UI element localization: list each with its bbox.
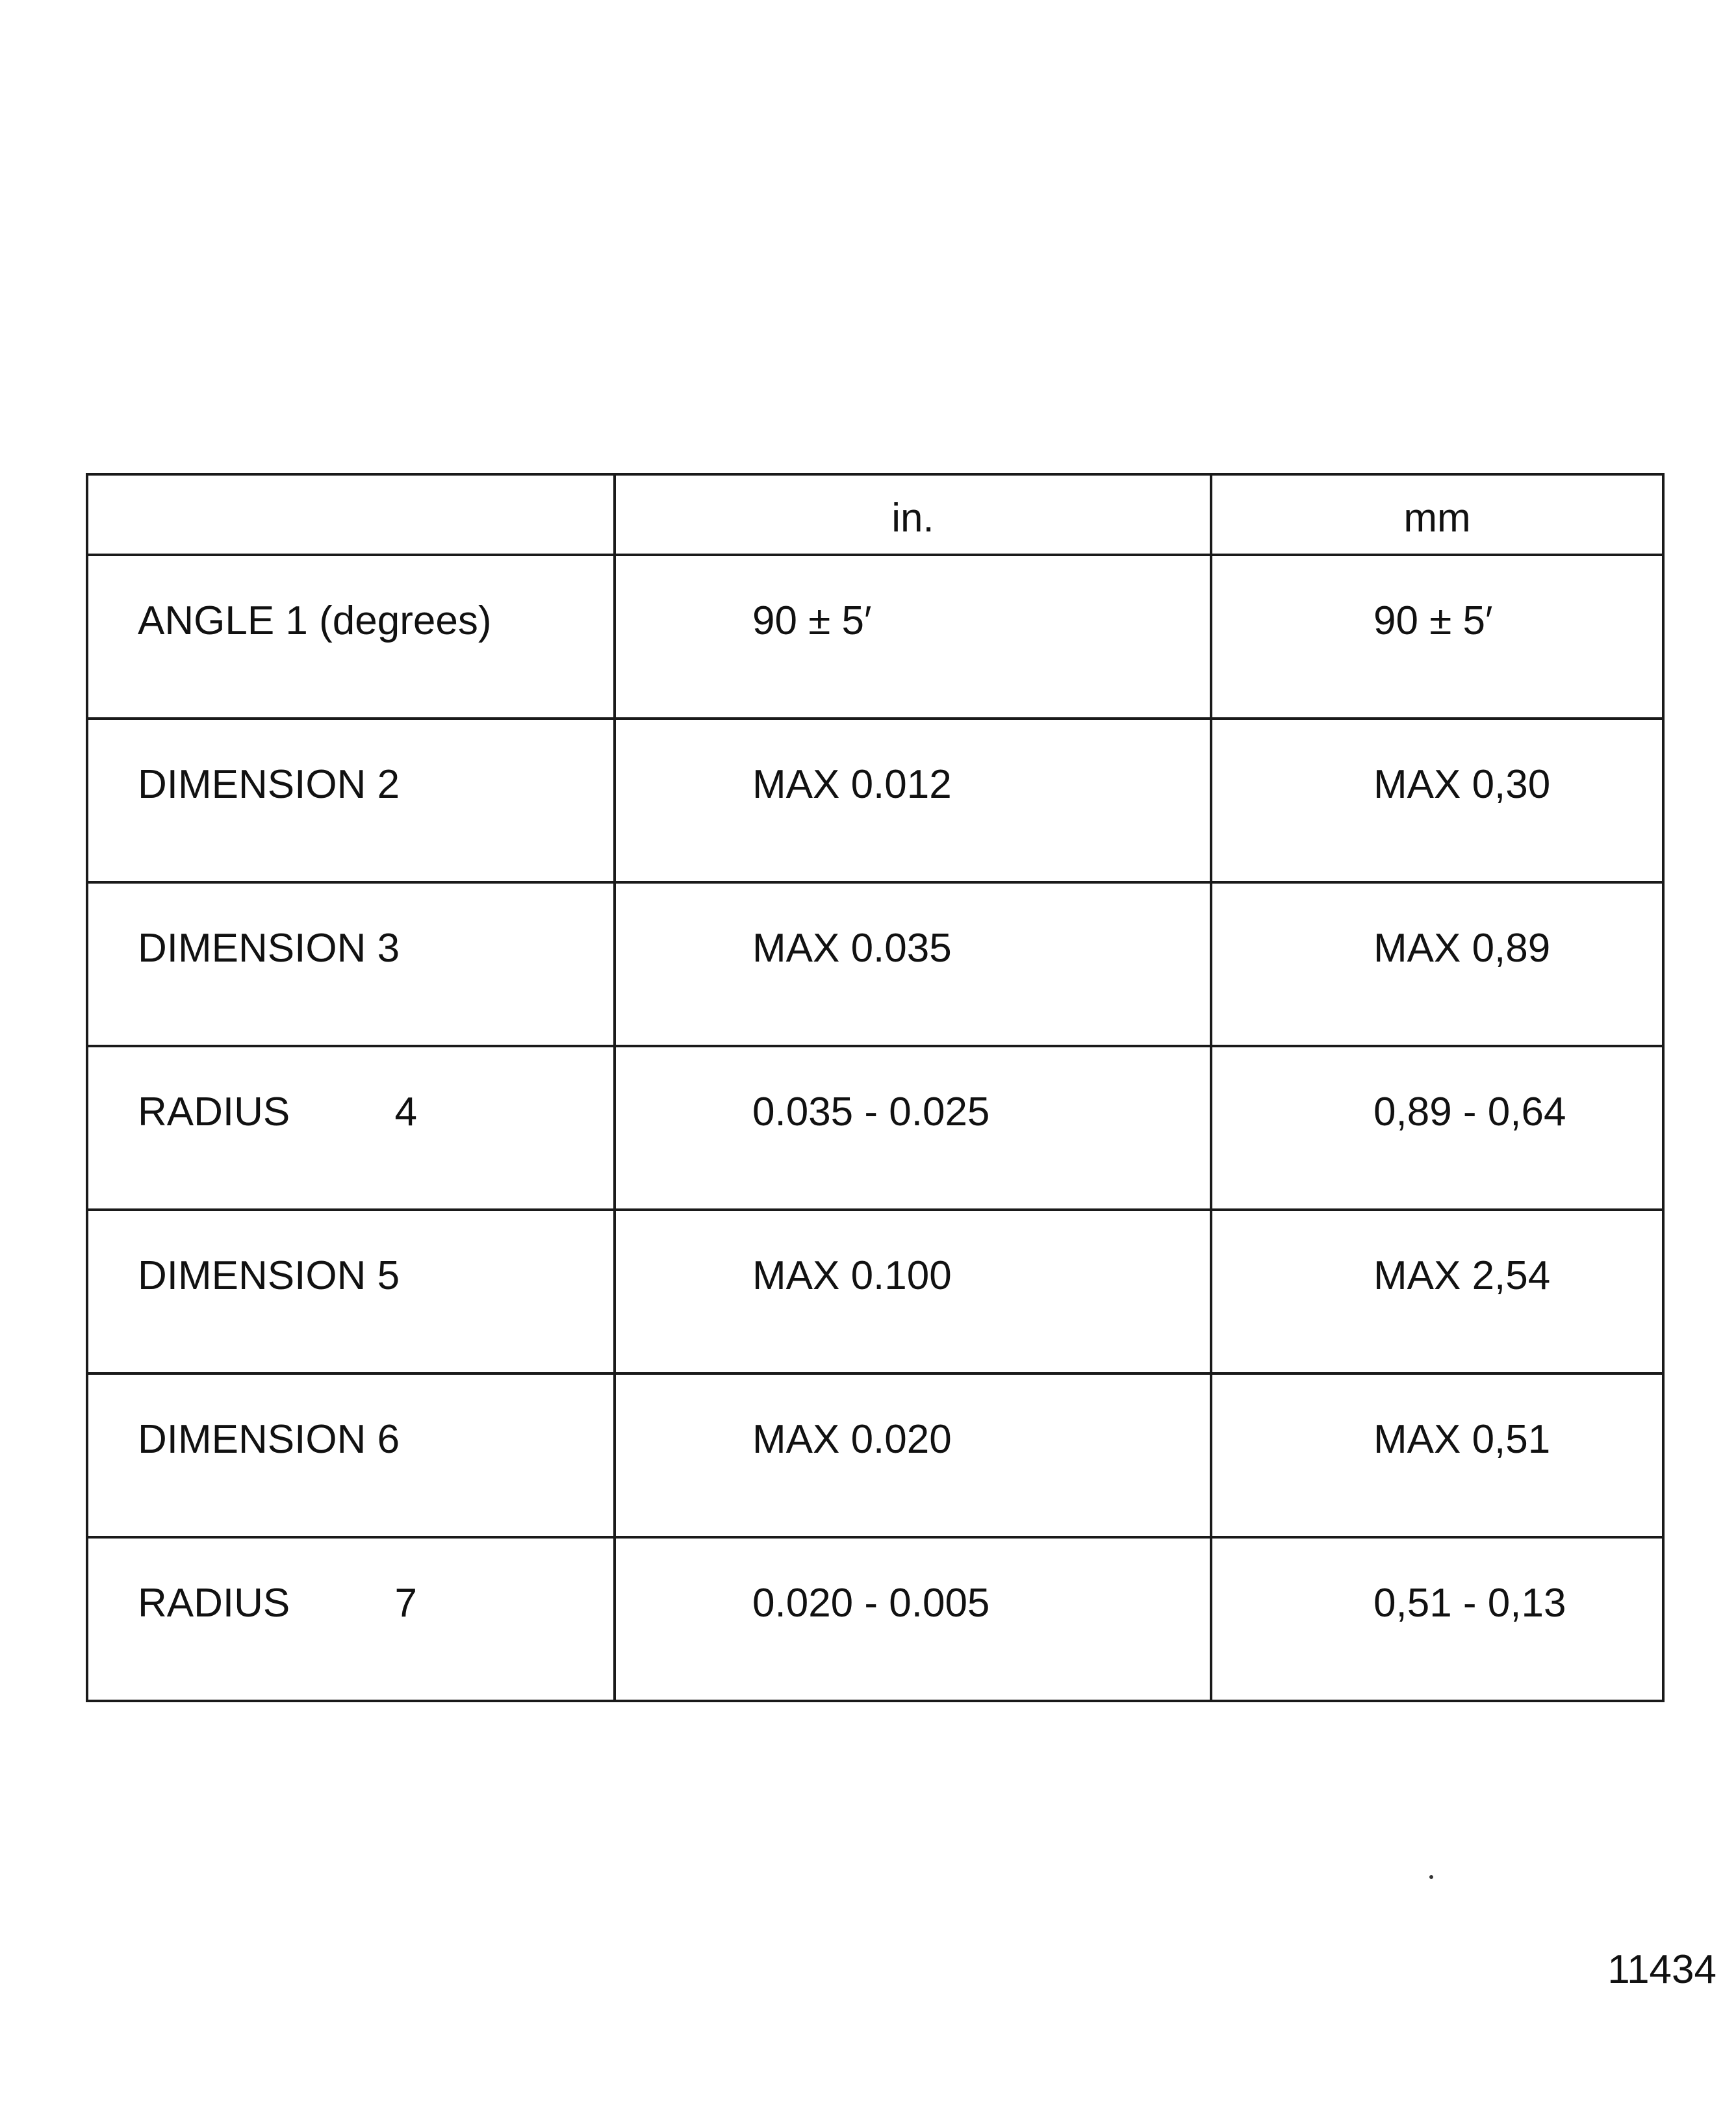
row-label-number: 4 bbox=[394, 1090, 417, 1134]
row-label bbox=[87, 882, 615, 1046]
row-label-name: RADIUS bbox=[138, 1581, 290, 1626]
figure-number: 11434 bbox=[1607, 1947, 1717, 1992]
row-label bbox=[87, 1210, 615, 1373]
table-row bbox=[87, 1373, 1663, 1537]
header-row bbox=[87, 474, 1663, 555]
value-mm: MAX 0,30 bbox=[1211, 719, 1663, 882]
table-row bbox=[87, 1046, 1663, 1210]
value-inches: MAX 0.035 bbox=[615, 882, 1211, 1046]
value-inches: MAX 0.100 bbox=[615, 1210, 1211, 1373]
row-label-name: DIMENSION 5 bbox=[138, 1253, 400, 1298]
table-row bbox=[87, 719, 1663, 882]
row-label bbox=[87, 1046, 615, 1210]
value-mm: MAX 2,54 bbox=[1211, 1210, 1663, 1373]
table-row bbox=[87, 1210, 1663, 1373]
value-mm: 0,51 - 0,13 bbox=[1211, 1537, 1663, 1701]
row-label-name: DIMENSION 3 bbox=[138, 926, 400, 971]
row-label bbox=[87, 719, 615, 882]
row-label bbox=[87, 1537, 615, 1701]
table-row bbox=[87, 882, 1663, 1046]
table-row bbox=[87, 555, 1663, 719]
header-cell-inches: in. bbox=[615, 474, 1211, 555]
specification-table bbox=[86, 473, 1665, 1702]
value-mm: 90 ± 5′ bbox=[1211, 555, 1663, 719]
value-inches: MAX 0.012 bbox=[615, 719, 1211, 882]
row-label-number: 7 bbox=[394, 1581, 417, 1626]
value-inches: 0.020 - 0.005 bbox=[615, 1537, 1211, 1701]
value-mm: MAX 0,89 bbox=[1211, 882, 1663, 1046]
value-mm: MAX 0,51 bbox=[1211, 1373, 1663, 1537]
value-inches: 90 ± 5′ bbox=[615, 555, 1211, 719]
header-cell-empty bbox=[87, 474, 615, 555]
row-label-name: DIMENSION 2 bbox=[138, 762, 400, 807]
row-label-name: ANGLE 1 (degrees) bbox=[138, 598, 492, 643]
row-label bbox=[87, 555, 615, 719]
row-label-name: DIMENSION 6 bbox=[138, 1417, 400, 1462]
header-cell-mm: mm bbox=[1211, 474, 1663, 555]
value-inches: MAX 0.020 bbox=[615, 1373, 1211, 1537]
row-label bbox=[87, 1373, 615, 1537]
table-row bbox=[87, 1537, 1663, 1701]
value-mm: 0,89 - 0,64 bbox=[1211, 1046, 1663, 1210]
value-inches: 0.035 - 0.025 bbox=[615, 1046, 1211, 1210]
row-label-name: RADIUS bbox=[138, 1090, 290, 1134]
scan-speck bbox=[1429, 1875, 1433, 1879]
